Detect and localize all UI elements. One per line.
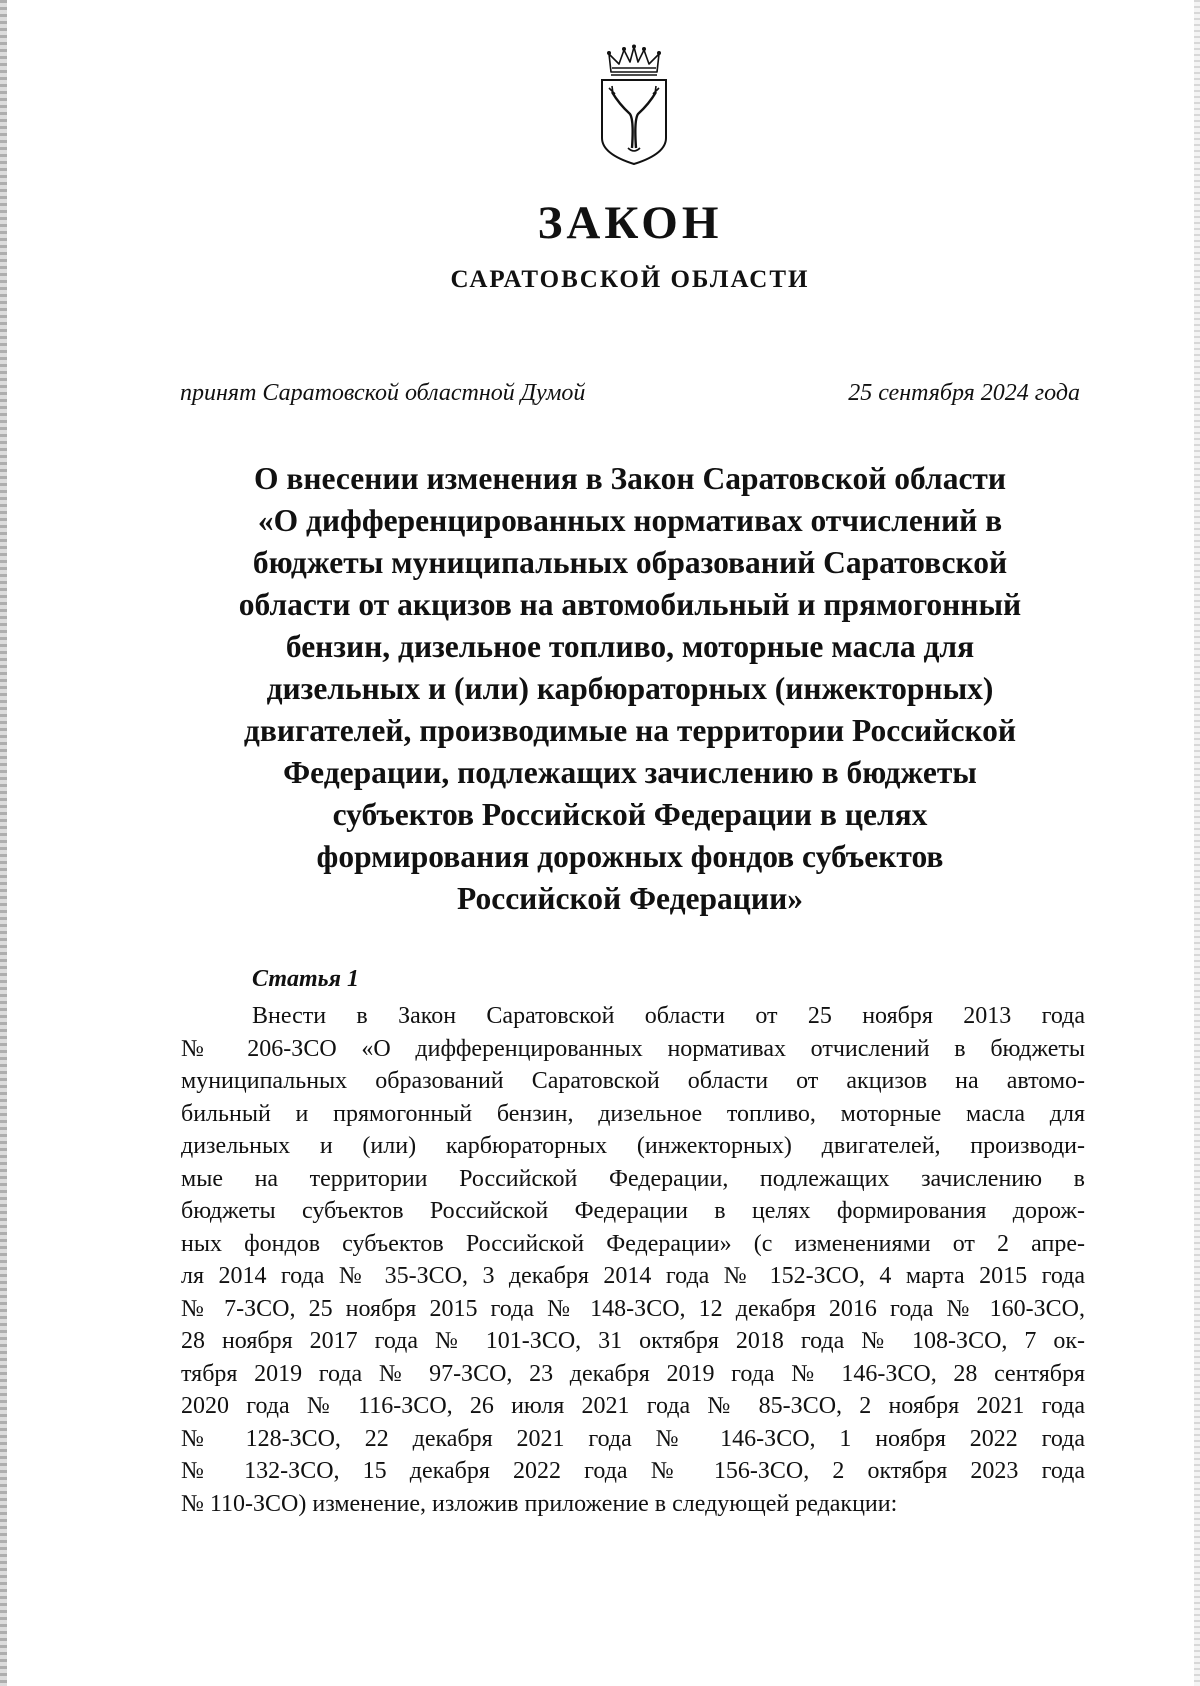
article-line: бильный и прямогонный бензин, дизельное топливо, моторные масла для (181, 1100, 1085, 1127)
saratov-coat-of-arms-icon (597, 44, 671, 168)
article-line: № 206-ЗСО «О дифференцированных нормативах отчислений в бюджеты (181, 1035, 1085, 1062)
article-line: № 110-ЗСО) изменение, изложив приложение в следующей редакции: (181, 1490, 898, 1517)
article-line: 28 ноября 2017 года № 101-ЗСО, 31 октября 2018 года № 108-ЗСО, 7 ок- (181, 1328, 1085, 1354)
law-heading-line: субъектов Российской Федерации в целях (332, 797, 928, 832)
article-line: ля 2014 года № 35-ЗСО, 3 декабря 2014 года № 152-ЗСО, 4 марта 2015 года (181, 1263, 1085, 1289)
scan-edge-right (1194, 0, 1200, 1686)
law-heading-line: бензин, дизельное топливо, моторные масла для (285, 629, 975, 664)
law-heading (170, 458, 1090, 920)
article-line: № 128-ЗСО, 22 декабря 2021 года № 146-ЗСО, 1 ноября 2022 года (181, 1425, 1085, 1452)
article-line: бюджеты субъектов Российской Федерации в целях формирования дорож- (181, 1198, 1085, 1224)
document-subtitle: САРАТОВСКОЙ ОБЛАСТИ (450, 266, 810, 293)
law-heading-line: двигателей, производимые на территории Российской (243, 713, 1017, 748)
article-line: № 7-ЗСО, 25 ноября 2015 года № 148-ЗСО, 12 декабря 2016 года № 160-ЗСО, (181, 1295, 1085, 1322)
law-heading-line: дизельных и (или) карбюраторных (инжекторных) (266, 671, 994, 706)
law-heading-line: области от акцизов на автомобильный и прямогонный (238, 587, 1022, 622)
adopted-date-text: 25 сентября 2024 года (848, 380, 1080, 406)
article-line: тября 2019 года № 97-ЗСО, 23 декабря 2019 года № 146-ЗСО, 28 сентября (181, 1360, 1085, 1387)
law-heading-line: бюджеты муниципальных образований Саратовской (252, 545, 1008, 580)
article-line: № 132-ЗСО, 15 декабря 2022 года № 156-ЗСО, 2 октября 2023 года (181, 1458, 1085, 1484)
article-line: Внести в Закон Саратовской области от 25 ноября 2013 года (252, 1003, 1085, 1029)
scan-edge-left (0, 0, 7, 1686)
law-heading-line: О внесении изменения в Закон Саратовской области (253, 461, 1007, 496)
document-title: ЗАКОН (537, 197, 723, 249)
article-line: мые на территории Российской Федерации, подлежащих зачислению в (181, 1165, 1085, 1192)
article-body (181, 1000, 1085, 1520)
law-heading-line: «О дифференцированных нормативах отчислений в (257, 503, 1003, 538)
article-line: дизельных и (или) карбюраторных (инжекторных) двигателей, производи- (181, 1133, 1085, 1159)
law-heading-line: Федерации, подлежащих зачислению в бюджеты (283, 755, 977, 790)
law-heading-line: формирования дорожных фондов субъектов (316, 839, 944, 874)
article-line: ных фондов субъектов Российской Федерации» (с изменениями от 2 апре- (181, 1230, 1085, 1257)
article-title: Статья 1 (252, 966, 360, 992)
article-line: муниципальных образований Саратовской области от акцизов на автомо- (181, 1068, 1085, 1094)
law-heading-line: Российской Федерации» (457, 881, 803, 916)
article-line: 2020 года № 116-ЗСО, 26 июля 2021 года № 85-ЗСО, 2 ноября 2021 года (181, 1393, 1085, 1419)
adopted-by-text: принят Саратовской областной Думой (180, 380, 586, 406)
